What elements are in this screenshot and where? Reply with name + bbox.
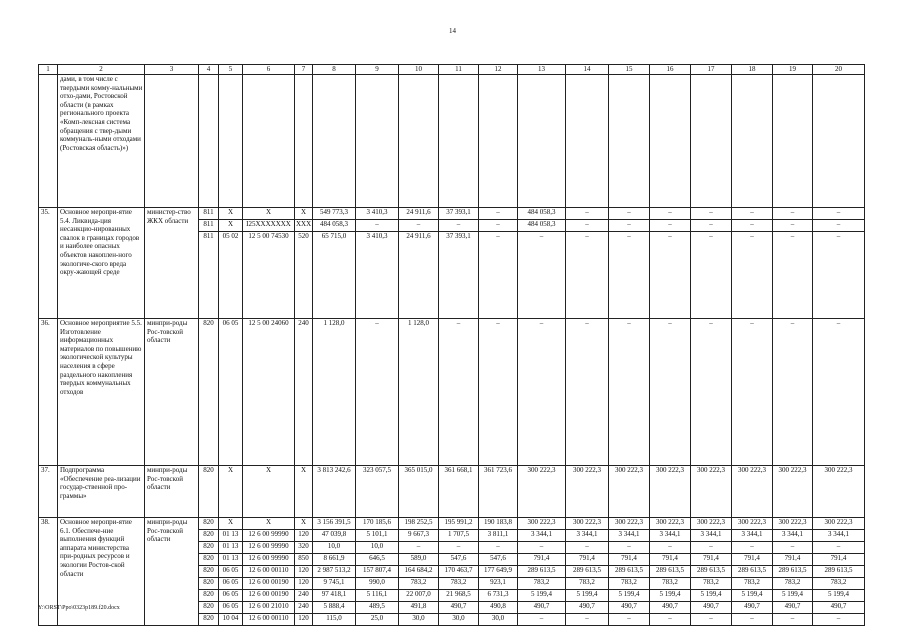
value-cell: 300 222,3: [518, 466, 566, 518]
value-cell: 820: [199, 530, 219, 542]
value-cell: 791,4: [691, 554, 732, 566]
table-row: [39, 208, 865, 220]
value-cell: –: [399, 542, 439, 554]
value-cell: 289 613,5: [691, 566, 732, 578]
value-cell: 323 057,5: [356, 466, 399, 518]
value-cell: 365 015,0: [399, 466, 439, 518]
value-cell: 5 199,4: [773, 590, 813, 602]
value-cell: 811: [199, 232, 219, 319]
value-cell: Х: [243, 466, 295, 518]
value-cell: –: [609, 220, 650, 232]
table-cell: [691, 75, 732, 208]
value-cell: 990,0: [356, 578, 399, 590]
value-cell: 791,4: [566, 554, 609, 566]
table-cell: [243, 75, 295, 208]
value-cell: 3 344,1: [650, 530, 691, 542]
value-cell: –: [732, 319, 773, 466]
table-cell: [609, 75, 650, 208]
header-cell: 2: [58, 65, 145, 75]
value-cell: 549 773,3: [313, 208, 356, 220]
table-cell: [313, 75, 356, 208]
value-cell: 01 13: [219, 554, 243, 566]
value-cell: Х: [219, 466, 243, 518]
value-cell: 490,7: [650, 602, 691, 614]
row-number: 36.: [39, 319, 58, 466]
value-cell: 300 222,3: [566, 466, 609, 518]
header-cell: 6: [243, 65, 295, 75]
value-cell: –: [518, 232, 566, 319]
value-cell: 300 222,3: [650, 466, 691, 518]
value-cell: –: [773, 614, 813, 626]
table-cell: [732, 75, 773, 208]
value-cell: 198 252,5: [399, 518, 439, 530]
value-cell: 5 199,4: [813, 590, 865, 602]
value-cell: 3 344,1: [813, 530, 865, 542]
value-cell: 490,7: [518, 602, 566, 614]
value-cell: 06 05: [219, 602, 243, 614]
row-number: [39, 75, 58, 208]
value-cell: 10 04: [219, 614, 243, 626]
value-cell: –: [691, 232, 732, 319]
table-cell: [199, 75, 219, 208]
value-cell: –: [609, 542, 650, 554]
table-cell: [439, 75, 479, 208]
value-cell: –: [691, 614, 732, 626]
value-cell: 289 613,5: [732, 566, 773, 578]
value-cell: –: [439, 319, 479, 466]
value-cell: Х: [295, 518, 313, 530]
value-cell: 791,4: [813, 554, 865, 566]
page-number: 14: [449, 27, 456, 35]
value-cell: –: [650, 208, 691, 220]
value-cell: 289 613,5: [518, 566, 566, 578]
value-cell: XXX: [295, 220, 313, 232]
value-cell: 30,0: [399, 614, 439, 626]
value-cell: –: [650, 319, 691, 466]
value-cell: –: [356, 220, 399, 232]
value-cell: 05 02: [219, 232, 243, 319]
executor: минпри-роды Рос-товской области: [145, 466, 199, 518]
value-cell: 791,4: [518, 554, 566, 566]
value-cell: I25XXXXXXX: [243, 220, 295, 232]
value-cell: 820: [199, 554, 219, 566]
value-cell: 06 05: [219, 566, 243, 578]
value-cell: 490,7: [566, 602, 609, 614]
value-cell: 923,1: [479, 578, 518, 590]
value-cell: 783,2: [732, 578, 773, 590]
value-cell: Х: [219, 220, 243, 232]
value-cell: 820: [199, 590, 219, 602]
value-cell: 811: [199, 208, 219, 220]
value-cell: 5 199,4: [691, 590, 732, 602]
value-cell: 3 410,3: [356, 232, 399, 319]
row-number: 38.: [39, 518, 58, 626]
value-cell: 12 6 00 21010: [243, 602, 295, 614]
value-cell: 490,7: [732, 602, 773, 614]
value-cell: –: [773, 220, 813, 232]
value-cell: 820: [199, 566, 219, 578]
measure-name: Основное меропри-ятие 6.1. Обеспече-ние выполнения функций аппарата министерства при-родных ресурсов и экологии Ростов-ской области: [58, 518, 145, 626]
executor: минпри-роды Рос-товской области: [145, 518, 199, 626]
value-cell: 783,2: [773, 578, 813, 590]
value-cell: –: [566, 208, 609, 220]
header-cell: 16: [650, 65, 691, 75]
value-cell: 01 13: [219, 530, 243, 542]
table-cell: [295, 75, 313, 208]
value-cell: –: [566, 542, 609, 554]
value-cell: 22 007,0: [399, 590, 439, 602]
value-cell: 37 393,1: [439, 208, 479, 220]
value-cell: 5 101,1: [356, 530, 399, 542]
value-cell: 8 661,9: [313, 554, 356, 566]
value-cell: 490,7: [609, 602, 650, 614]
value-cell: 195 991,2: [439, 518, 479, 530]
value-cell: 589,0: [399, 554, 439, 566]
value-cell: 3 344,1: [732, 530, 773, 542]
header-cell: 8: [313, 65, 356, 75]
value-cell: 10,0: [356, 542, 399, 554]
value-cell: 783,2: [439, 578, 479, 590]
value-cell: 12 6 00 99990: [243, 554, 295, 566]
value-cell: 820: [199, 602, 219, 614]
value-cell: 30,0: [439, 614, 479, 626]
value-cell: 300 222,3: [732, 466, 773, 518]
value-cell: 12 6 00 99990: [243, 542, 295, 554]
table-cell: [145, 75, 199, 208]
value-cell: 6 731,3: [479, 590, 518, 602]
value-cell: 06 05: [219, 319, 243, 466]
value-cell: 289 613,5: [773, 566, 813, 578]
value-cell: 289 613,5: [650, 566, 691, 578]
value-cell: –: [650, 220, 691, 232]
table-row: [39, 518, 865, 530]
value-cell: –: [609, 614, 650, 626]
value-cell: 300 222,3: [650, 518, 691, 530]
value-cell: –: [650, 542, 691, 554]
value-cell: –: [813, 614, 865, 626]
value-cell: Х: [295, 208, 313, 220]
value-cell: 12 6 00 00110: [243, 614, 295, 626]
value-cell: 361 723,6: [479, 466, 518, 518]
value-cell: 01 13: [219, 542, 243, 554]
value-cell: 9 667,3: [399, 530, 439, 542]
table-row: [39, 466, 865, 518]
value-cell: 490,7: [773, 602, 813, 614]
value-cell: –: [399, 220, 439, 232]
value-cell: 157 807,4: [356, 566, 399, 578]
value-cell: 170 463,7: [439, 566, 479, 578]
header-cell: 11: [439, 65, 479, 75]
table-cell: [650, 75, 691, 208]
value-cell: 289 613,5: [566, 566, 609, 578]
value-cell: 10,0: [313, 542, 356, 554]
value-cell: –: [566, 319, 609, 466]
value-cell: –: [813, 208, 865, 220]
value-cell: –: [566, 232, 609, 319]
value-cell: –: [773, 232, 813, 319]
value-cell: 3 344,1: [609, 530, 650, 542]
row-number: 37.: [39, 466, 58, 518]
value-cell: 320: [295, 542, 313, 554]
value-cell: 300 222,3: [518, 518, 566, 530]
value-cell: 300 222,3: [773, 466, 813, 518]
value-cell: 484 058,3: [313, 220, 356, 232]
value-cell: 3 344,1: [566, 530, 609, 542]
value-cell: 12 6 00 00190: [243, 590, 295, 602]
value-cell: 3 156 391,5: [313, 518, 356, 530]
value-cell: –: [773, 542, 813, 554]
value-cell: 850: [295, 554, 313, 566]
value-cell: 12 5 00 24060: [243, 319, 295, 466]
value-cell: 783,2: [399, 578, 439, 590]
value-cell: 547,6: [439, 554, 479, 566]
value-cell: 1 707,5: [439, 530, 479, 542]
executor: министер-ство ЖКХ области: [145, 208, 199, 319]
file-path: Y:\ORST\Ppo\0323p189.f20.docx: [38, 605, 120, 611]
value-cell: 9 745,1: [313, 578, 356, 590]
value-cell: 2 987 513,2: [313, 566, 356, 578]
measure-name: Подпрограмма «Обеспечение реа-лизации государ-ственной про-граммы»: [58, 466, 145, 518]
value-cell: –: [773, 319, 813, 466]
value-cell: Х: [243, 518, 295, 530]
value-cell: –: [566, 220, 609, 232]
value-cell: –: [691, 319, 732, 466]
measure-name: Основное меропри-ятие 5.4. Ликвида-ция несанкцио-нированных свалок в границах городов и наиболее опасных объектов накоплен-ного экологиче-ского вреда окру-жающей среде: [58, 208, 145, 319]
value-cell: Х: [219, 208, 243, 220]
value-cell: –: [439, 220, 479, 232]
value-cell: 240: [295, 602, 313, 614]
header-cell: 7: [295, 65, 313, 75]
value-cell: –: [813, 319, 865, 466]
value-cell: –: [479, 319, 518, 466]
value-cell: 820: [199, 542, 219, 554]
value-cell: 5 199,4: [732, 590, 773, 602]
executor: минпри-роды Рос-товской области: [145, 319, 199, 466]
value-cell: 12 6 00 99990: [243, 530, 295, 542]
value-cell: 240: [295, 319, 313, 466]
value-cell: 811: [199, 220, 219, 232]
value-cell: 300 222,3: [691, 518, 732, 530]
header-cell: 17: [691, 65, 732, 75]
value-cell: 791,4: [609, 554, 650, 566]
value-cell: –: [650, 232, 691, 319]
header-cell: 5: [219, 65, 243, 75]
measure-name: Основное мероприятие 5.5. Изготовление информационных материалов по повышению экологической культуры населения в сфере раздельного накопления твердых коммунальных отходов: [58, 319, 145, 466]
value-cell: 12 6 00 00190: [243, 578, 295, 590]
table-cell: [518, 75, 566, 208]
header-cell: 13: [518, 65, 566, 75]
table-cell: [479, 75, 518, 208]
value-cell: 646,5: [356, 554, 399, 566]
value-cell: 3 813 242,6: [313, 466, 356, 518]
table-cell: [356, 75, 399, 208]
value-cell: –: [813, 220, 865, 232]
value-cell: 289 613,5: [813, 566, 865, 578]
value-cell: 06 05: [219, 578, 243, 590]
value-cell: 820: [199, 614, 219, 626]
value-cell: –: [732, 542, 773, 554]
value-cell: 791,4: [650, 554, 691, 566]
value-cell: 24 911,6: [399, 208, 439, 220]
value-cell: 25,0: [356, 614, 399, 626]
value-cell: 24 911,6: [399, 232, 439, 319]
value-cell: 3 344,1: [518, 530, 566, 542]
value-cell: –: [479, 208, 518, 220]
value-cell: 783,2: [518, 578, 566, 590]
header-cell: 19: [773, 65, 813, 75]
value-cell: 3 811,1: [479, 530, 518, 542]
value-cell: 30,0: [479, 614, 518, 626]
value-cell: –: [356, 319, 399, 466]
value-cell: 3 344,1: [773, 530, 813, 542]
header-row: [39, 65, 865, 75]
value-cell: 240: [295, 590, 313, 602]
value-cell: 3 344,1: [691, 530, 732, 542]
row-number: 35.: [39, 208, 58, 319]
value-cell: –: [439, 542, 479, 554]
value-cell: 120: [295, 530, 313, 542]
value-cell: 300 222,3: [773, 518, 813, 530]
value-cell: 783,2: [609, 578, 650, 590]
value-cell: 120: [295, 614, 313, 626]
value-cell: 791,4: [773, 554, 813, 566]
value-cell: 520: [295, 232, 313, 319]
value-cell: 300 222,3: [813, 466, 865, 518]
value-cell: 12 6 00 00110: [243, 566, 295, 578]
value-cell: –: [691, 542, 732, 554]
header-cell: 20: [813, 65, 865, 75]
value-cell: –: [813, 542, 865, 554]
value-cell: Х: [295, 466, 313, 518]
value-cell: 164 684,2: [399, 566, 439, 578]
value-cell: 489,5: [356, 602, 399, 614]
value-cell: 783,2: [650, 578, 691, 590]
value-cell: 177 649,9: [479, 566, 518, 578]
value-cell: –: [732, 208, 773, 220]
value-cell: –: [518, 614, 566, 626]
value-cell: 12 5 00 74530: [243, 232, 295, 319]
value-cell: –: [732, 220, 773, 232]
value-cell: 484 058,3: [518, 220, 566, 232]
value-cell: 65 715,0: [313, 232, 356, 319]
value-cell: 300 222,3: [813, 518, 865, 530]
value-cell: 5 888,4: [313, 602, 356, 614]
value-cell: 300 222,3: [566, 518, 609, 530]
value-cell: 1 128,0: [399, 319, 439, 466]
value-cell: 06 05: [219, 590, 243, 602]
value-cell: –: [479, 220, 518, 232]
value-cell: 5 199,4: [650, 590, 691, 602]
value-cell: 820: [199, 578, 219, 590]
value-cell: 490,7: [439, 602, 479, 614]
value-cell: –: [773, 208, 813, 220]
header-cell: 15: [609, 65, 650, 75]
value-cell: –: [566, 614, 609, 626]
header-cell: 1: [39, 65, 58, 75]
value-cell: 490,8: [479, 602, 518, 614]
value-cell: 47 039,8: [313, 530, 356, 542]
value-cell: –: [518, 319, 566, 466]
value-cell: 820: [199, 518, 219, 530]
value-cell: 820: [199, 319, 219, 466]
value-cell: –: [609, 208, 650, 220]
value-cell: 115,0: [313, 614, 356, 626]
value-cell: –: [518, 542, 566, 554]
value-cell: Х: [243, 208, 295, 220]
table-cell: [566, 75, 609, 208]
value-cell: 791,4: [732, 554, 773, 566]
value-cell: 5 199,4: [566, 590, 609, 602]
value-cell: –: [650, 614, 691, 626]
table-cell: [219, 75, 243, 208]
value-cell: 490,7: [813, 602, 865, 614]
value-cell: 289 613,5: [609, 566, 650, 578]
value-cell: –: [609, 319, 650, 466]
header-cell: 3: [145, 65, 199, 75]
table-cell: [773, 75, 813, 208]
table-row: [39, 319, 865, 466]
header-cell: 4: [199, 65, 219, 75]
value-cell: 37 393,1: [439, 232, 479, 319]
value-cell: –: [732, 232, 773, 319]
value-cell: 5 116,1: [356, 590, 399, 602]
value-cell: 547,6: [479, 554, 518, 566]
table-cell: [399, 75, 439, 208]
value-cell: 300 222,3: [609, 518, 650, 530]
header-cell: 18: [732, 65, 773, 75]
value-cell: 3 410,3: [356, 208, 399, 220]
value-cell: 300 222,3: [732, 518, 773, 530]
measure-name: дами, в том числе с твердыми комму-нальными отхо-дами, Ростовской области (в рамках регионального проекта «Комп-лексная система обращения с твер-дыми коммуналь-ными отходами (Ростовская область)»): [58, 75, 145, 208]
value-cell: 820: [199, 466, 219, 518]
value-cell: Х: [219, 518, 243, 530]
value-cell: 484 058,3: [518, 208, 566, 220]
value-cell: 97 418,1: [313, 590, 356, 602]
header-cell: 10: [399, 65, 439, 75]
value-cell: 120: [295, 566, 313, 578]
value-cell: –: [479, 232, 518, 319]
value-cell: 300 222,3: [609, 466, 650, 518]
value-cell: 190 183,8: [479, 518, 518, 530]
table-cell: [813, 75, 865, 208]
budget-table: [38, 64, 865, 626]
table-row: [39, 75, 865, 208]
value-cell: 490,7: [691, 602, 732, 614]
value-cell: –: [732, 614, 773, 626]
value-cell: 5 199,4: [609, 590, 650, 602]
value-cell: 170 185,6: [356, 518, 399, 530]
value-cell: 783,2: [691, 578, 732, 590]
value-cell: –: [479, 542, 518, 554]
value-cell: 361 668,1: [439, 466, 479, 518]
value-cell: 120: [295, 578, 313, 590]
header-cell: 12: [479, 65, 518, 75]
value-cell: –: [691, 220, 732, 232]
value-cell: 783,2: [566, 578, 609, 590]
header-cell: 14: [566, 65, 609, 75]
value-cell: 5 199,4: [518, 590, 566, 602]
value-cell: 491,8: [399, 602, 439, 614]
value-cell: 1 128,0: [313, 319, 356, 466]
value-cell: –: [813, 232, 865, 319]
value-cell: 300 222,3: [691, 466, 732, 518]
value-cell: 21 968,5: [439, 590, 479, 602]
value-cell: –: [691, 208, 732, 220]
value-cell: 783,2: [813, 578, 865, 590]
value-cell: –: [609, 232, 650, 319]
header-cell: 9: [356, 65, 399, 75]
